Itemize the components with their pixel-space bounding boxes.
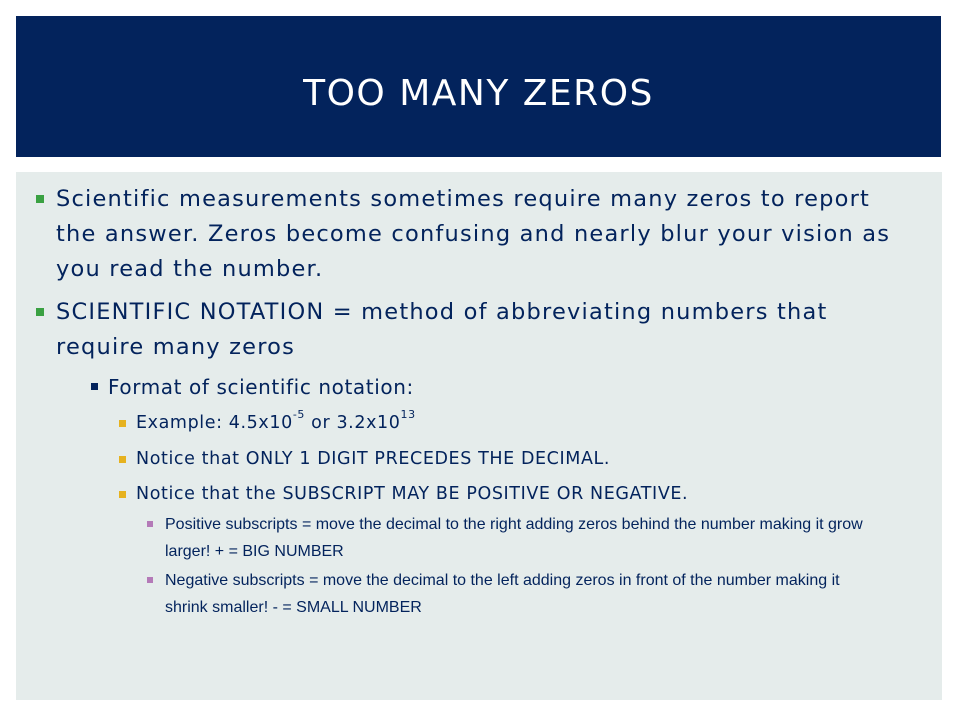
bullet-text: SCIENTIFIC NOTATION = method of abbreviating numbers that require many zeros [56, 299, 828, 360]
bullet-item-level1 [56, 182, 916, 287]
square-bullet-icon [147, 577, 153, 583]
bullet-text: Notice that ONLY 1 DIGIT PRECEDES THE DECIMAL. [136, 449, 611, 469]
title-bar [16, 16, 941, 157]
square-bullet-icon [119, 456, 126, 463]
square-bullet-icon [119, 420, 126, 427]
exponent-positive: 13 [400, 408, 416, 421]
square-bullet-icon [91, 383, 98, 390]
bullet-text: Negative subscripts = move the decimal to the left adding zeros in front of the number making it shrink smaller! - = SMALL NUMBER [165, 572, 840, 616]
bullet-item-level4 [165, 511, 885, 565]
bullet-text: Scientific measurements sometimes require many zeros to report the answer. Zeros become confusing and nearly blur your vision as you read the number. [56, 186, 891, 282]
square-bullet-icon [36, 308, 44, 316]
bullet-item-level3 [136, 481, 896, 507]
bullet-text: Format of scientific notation: [108, 375, 414, 399]
bullet-text: Notice that the SUBSCRIPT MAY BE POSITIVE OR NEGATIVE. [136, 484, 689, 504]
slide-title: TOO MANY ZEROS [303, 73, 654, 114]
bullet-item-level4 [165, 567, 885, 621]
square-bullet-icon [119, 491, 126, 498]
content-area [16, 172, 942, 700]
bullet-item-level3 [136, 410, 896, 436]
square-bullet-icon [36, 195, 44, 203]
example-middle: or 3.2x10 [305, 413, 401, 433]
bullet-item-level2 [108, 372, 868, 402]
example-prefix: Example: 4.5x10 [136, 413, 293, 433]
bullet-item-level1 [56, 295, 916, 365]
bullet-text: Positive subscripts = move the decimal to the right adding zeros behind the number making it grow larger! + = BIG NUMBER [165, 516, 863, 560]
square-bullet-icon [147, 521, 153, 527]
bullet-item-level3 [136, 446, 896, 472]
exponent-negative: -5 [292, 408, 306, 421]
